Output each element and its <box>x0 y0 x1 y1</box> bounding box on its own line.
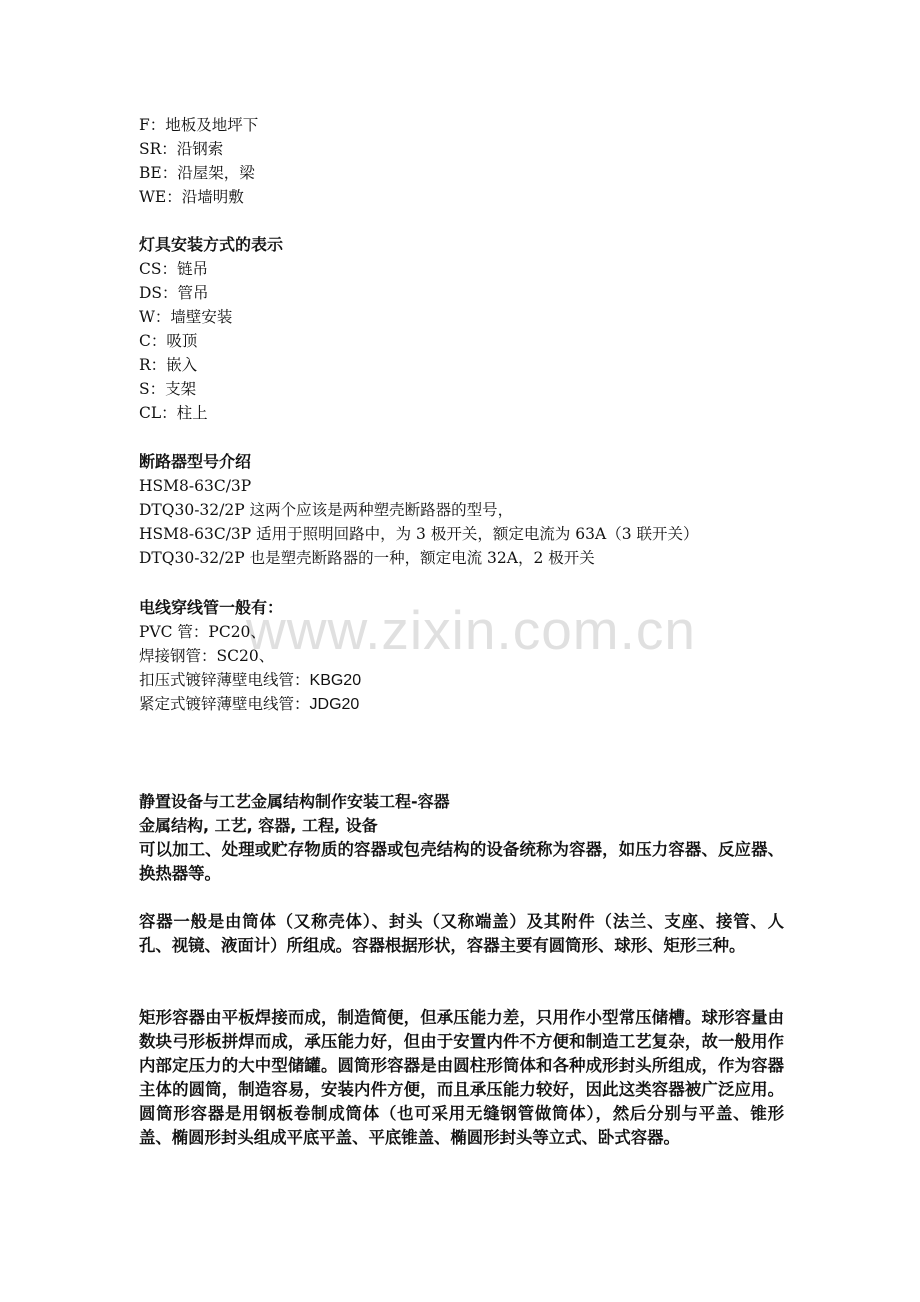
vessel-paragraph-3: 矩形容器由平板焊接而成，制造简便，但承压能力差，只用作小型常压储槽。球形容量由数块弓形板拼焊而成，承压能力好，但由于安置内件不方便和制造工艺复杂，故一般用作内部定压力的大中型储罐。圆筒形容器是由圆柱形筒体和各种成形封头所组成，作为容器主体的圆筒，制造容易，安装内件方便，而且承压能力较好，因此这类容器被广泛应用。圆筒形容器是用钢板卷制成筒体（也可采用无缝钢管做筒体），然后分别与平盖、锥形盖、椭圆形封头组成平底平盖、平底锥盖、椭圆形封头等立式、卧式容器。 <box>139 1008 784 1147</box>
conduit-line <box>139 620 266 644</box>
breaker-line: DTQ30-32/2P 这两个应该是两种塑壳断路器的型号， <box>139 501 514 519</box>
conduit-line-text: 紧定式镀锌薄壁电线管： <box>139 695 310 713</box>
conduit-code: KBG20 <box>309 672 362 689</box>
conduit-line-text: 扣压式镀锌薄壁电线管： <box>139 671 310 689</box>
breaker-line: HSM8-63C/3P <box>139 477 252 495</box>
conduit-section-title: 电线穿线管一般有： <box>139 598 284 617</box>
watermark: www.zixin.com.cn <box>246 599 696 661</box>
breaker-line: DTQ30-32/2P 也是塑壳断路器的一种，额定电流 32A，2 极开关 <box>139 549 595 567</box>
wiring-item: BE：沿屋架，梁 <box>139 164 255 182</box>
conduit-code: JDG20 <box>309 696 360 713</box>
conduit-line <box>139 644 274 668</box>
wiring-item: F：地板及地坪下 <box>139 116 259 134</box>
breaker-section-title: 断路器型号介绍 <box>139 452 252 471</box>
vessel-paragraph-1: 可以加工、处理或贮存物质的容器或包壳结构的设备统称为容器，如压力容器、反应器、换热器等。 <box>139 840 784 883</box>
breaker-line: HSM8-63C/3P 适用于照明回路中，为 3 极开关，额定电流为 63A（3 联开关） <box>139 525 699 543</box>
lamp-item: C：吸顶 <box>139 332 198 350</box>
conduit-line <box>139 668 361 693</box>
conduit-line-text: 焊接钢管：SC20、 <box>139 647 275 665</box>
vessel-title: 静置设备与工艺金属结构制作安装工程-容器 <box>139 792 450 811</box>
vessel-paragraph-2: 容器一般是由筒体（又称壳体）、封头（又称端盖）及其附件（法兰、支座、接管、人孔、视镜、液面计）所组成。容器根据形状，容器主要有圆筒形、球形、矩形三种。 <box>139 912 784 955</box>
wiring-item: WE：沿墙明敷 <box>139 188 244 206</box>
vessel-tags: 金属结构, 工艺, 容器, 工程, 设备 <box>139 816 378 835</box>
lamp-item: S：支架 <box>139 380 197 398</box>
conduit-line <box>139 692 359 717</box>
lamp-item: R：嵌入 <box>139 356 198 374</box>
lamp-item: CS：链吊 <box>139 260 208 278</box>
lamp-item: W：墙壁安装 <box>139 308 233 326</box>
lamp-section-title: 灯具安装方式的表示 <box>139 235 284 254</box>
conduit-line-text: PVC 管：PC20、 <box>139 623 266 641</box>
lamp-item: DS：管吊 <box>139 284 209 302</box>
lamp-item: CL：柱上 <box>139 404 208 422</box>
wiring-item: SR：沿钢索 <box>139 140 224 158</box>
